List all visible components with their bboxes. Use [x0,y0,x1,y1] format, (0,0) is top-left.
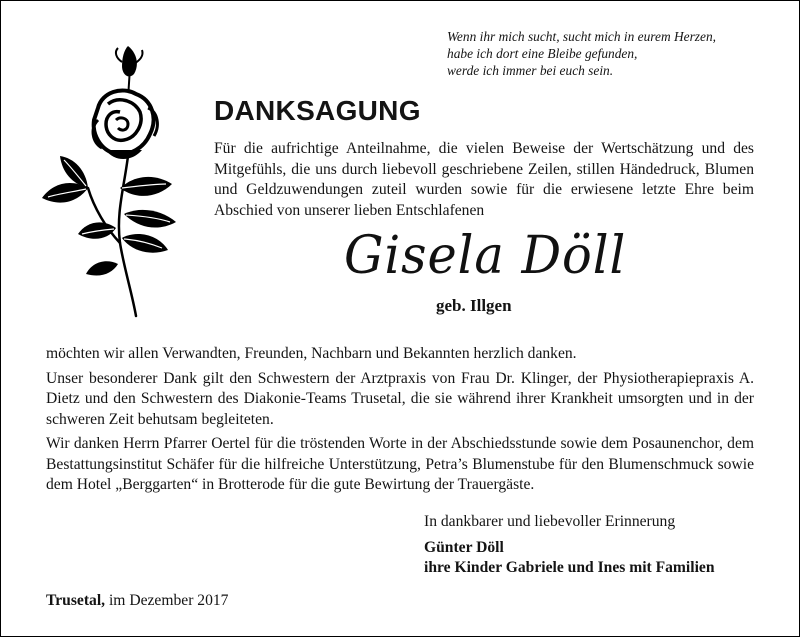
place-date [46,592,228,610]
rose-icon [36,38,186,318]
motto-line-3: werde ich immer bei euch sein. [447,63,614,78]
thanks-body [46,344,754,500]
closing-line: In dankbarer und liebevoller Erinnerung [424,513,676,530]
signature-block [424,512,764,579]
body-paragraph: Wir danken Herrn Pfarrer Oertel für die tröstenden Worte in der Abschiedsstunde sowie dem Posaunenchor, dem Bestattungsinstitut Schäfer für die hilfreiche Unterstützung, Petra’s Blumenstube für den Blumenschmuck sowie dem Hotel „Berggarten“ in Brotterode für die gute Bewirtung der Trauergäste. [46,435,754,493]
motto-verse [447,28,777,79]
signer-name-1: Günter Döll [424,538,504,556]
maiden-name: geb. Illgen [436,296,512,315]
signer-name-2: ihre Kinder Gabriele und Ines mit Familien [424,559,715,576]
motto-line-1: Wenn ihr mich sucht, sucht mich in eurem Herzen, [447,29,717,44]
place-town: Trusetal, [46,592,106,609]
intro-paragraph: Für die aufrichtige Anteilnahme, die vielen Beweise der Wertschätzung und des Mitgefühls, die uns durch liebevoll geschriebene Zeilen, stillen Händedruck, Blumen und Geldzuwendungen zuteil wurden sowie für die erwiesene letzte Ehre beim Abschied von unserer lieben Entschlafenen [214,140,754,219]
body-paragraph: möchten wir allen Verwandten, Freunden, Nachbarn und Bekannten herzlich danken. [46,345,577,362]
motto-line-2: habe ich dort eine Bleibe gefunden, [447,46,638,61]
body-paragraph: Unser besonderer Dank gilt den Schwestern der Arztpraxis von Frau Dr. Klinger, der Physiotherapiepraxis A. Dietz und den Schwestern des Diakonie-Teams Trusetal, die sie während ihrer Krankheit umsorgten und in der schweren Zeit behutsam begleiteten. [46,369,754,428]
notice-heading: DANKSAGUNG [214,95,421,126]
deceased-name: Gisela Döll [344,226,627,286]
place-date-text: im Dezember 2017 [105,592,229,609]
